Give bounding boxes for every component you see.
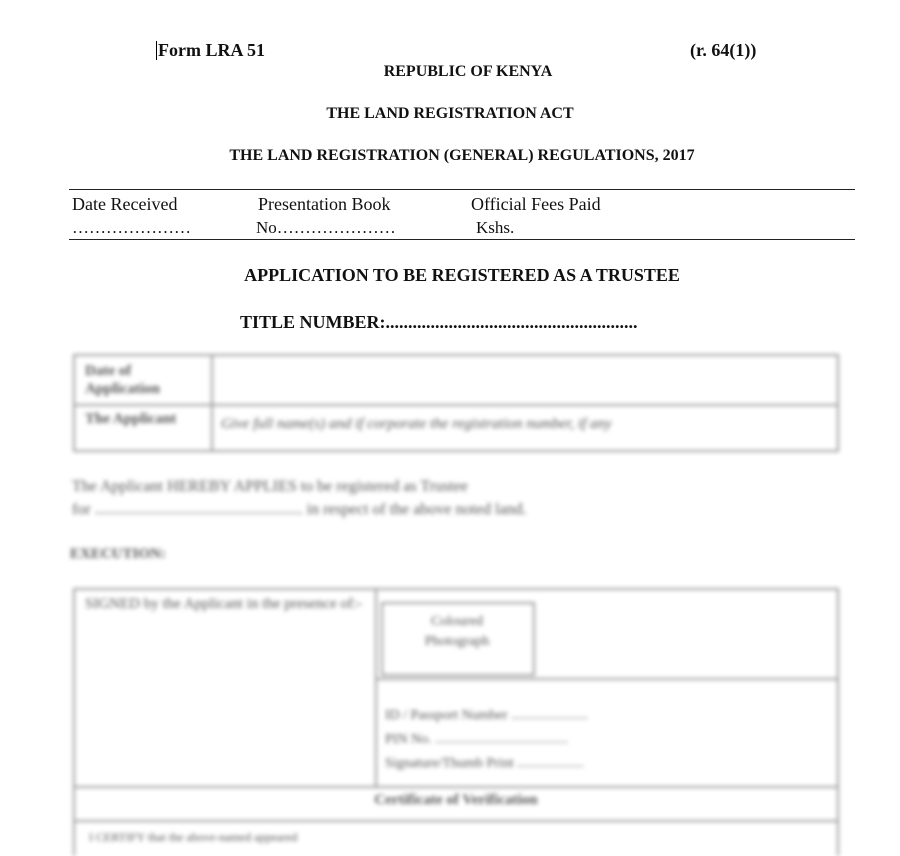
applicant-hint[interactable]: Give full name(s) and if corporate the registration number, if any <box>221 416 612 432</box>
photo-box <box>381 602 535 676</box>
certificate-bottom-divider <box>75 820 837 822</box>
certificate-divider <box>75 786 837 788</box>
execution-label: EXECUTION: <box>70 546 166 562</box>
presentation-book-number[interactable]: No………………… <box>256 218 396 237</box>
registry-bottom-rule <box>69 239 855 240</box>
pin-line[interactable]: PIN No. ...................................... <box>385 732 569 747</box>
title-act: THE LAND REGISTRATION ACT <box>326 105 574 122</box>
date-of-application-label: Date of Application <box>85 363 161 397</box>
certificate-footer-text: I CERTIFY that the above-named appeared <box>89 830 298 844</box>
execution-box <box>73 588 839 856</box>
application-heading: APPLICATION TO BE REGISTERED AS A TRUSTEE <box>244 265 680 285</box>
table-divider-vertical <box>211 356 213 450</box>
signed-text: SIGNED by the Applicant in the presence of:- <box>85 596 363 612</box>
text-cursor <box>156 41 157 60</box>
certificate-heading: Certificate of Verification <box>374 792 538 808</box>
title-country: REPUBLIC OF KENYA <box>383 63 553 80</box>
signature-line[interactable]: Signature/Thumb Print ................... <box>385 756 584 771</box>
title-number[interactable]: TITLE NUMBER:........................................................ <box>240 312 638 332</box>
official-fees-currency[interactable]: Kshs. <box>476 218 515 237</box>
title-regulations: THE LAND REGISTRATION (GENERAL) REGULATIONS, 2017 <box>229 147 695 164</box>
date-received-value[interactable]: ………………… <box>72 218 191 237</box>
presentation-book-label: Presentation Book <box>258 194 391 214</box>
registry-top-rule <box>69 189 855 190</box>
execution-divider <box>375 590 377 786</box>
date-received-label: Date Received <box>72 194 178 214</box>
applicant-label: The Applicant <box>85 411 177 427</box>
table-divider-horizontal <box>75 404 837 406</box>
photo-label: Coloured Photograph <box>424 614 490 649</box>
applies-text-2: for .................................................... in respect of the above noted land. <box>72 501 527 518</box>
id-passport-line[interactable]: ID / Passport Number ...................... <box>385 708 588 723</box>
photo-divider <box>377 678 837 680</box>
regulation-reference: (r. 64(1)) <box>690 40 757 60</box>
official-fees-label: Official Fees Paid <box>471 194 601 214</box>
form-code: Form LRA 51 <box>158 40 265 60</box>
blurred-form-section <box>0 340 900 854</box>
applicant-table <box>73 354 839 452</box>
applies-text-1: The Applicant HEREBY APPLIES to be registered as Trustee <box>72 478 468 495</box>
